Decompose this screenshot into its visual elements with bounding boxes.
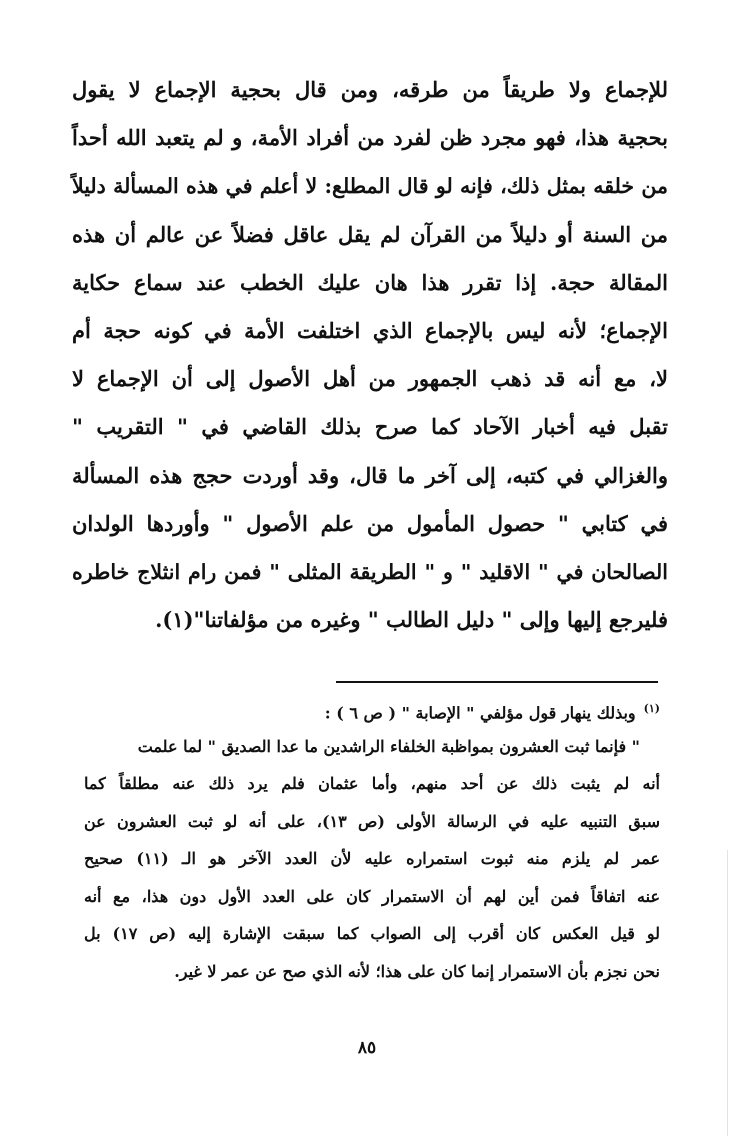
footnote-line: " فإنما ثبت العشرون بمواظبة الخلفاء الراشدين ما عدا الصديق " لما علمت <box>137 736 640 756</box>
footnote-separator <box>336 681 658 683</box>
main-text-line: بحجية هذا، فهو مجرد ظن لفرد من أفراد الأمة، و لم يتعبد الله أحداً <box>72 125 668 151</box>
scan-edge-divider <box>727 850 728 1136</box>
main-text-line: تقبل فيه أخبار الآحاد كما صرح بذلك القاضي في " التقريب " <box>72 414 668 440</box>
footnote-line: عنه اتفاقاً فمن أين لهم أن الاستمرار كان على العدد الأول دون هذا، مع أنه <box>84 886 660 906</box>
main-text-line: من خلقه بمثل ذلك، فإنه لو قال المطلع: لا أعلم في هذه المسألة دليلاً <box>72 174 668 199</box>
main-text-line: في كتابي " حصول المأمول من علم الأصول " وأوردها الولدان <box>72 510 668 536</box>
main-text-line: للإجماع ولا طريقاً من طرقه، ومن قال بحجية الإجماع لا يقول <box>72 77 668 102</box>
main-text <box>72 66 668 644</box>
main-text-line: من السنة أو دليلاً من القرآن لم يقل عاقل فضلاً عن عالم أن هذه <box>72 221 668 247</box>
footnote <box>84 690 660 990</box>
footnote-marker: (١) <box>643 702 660 715</box>
main-text-line: والغزالي في كتبه، إلى آخر ما قال، وقد أوردت حجج هذه المسألة <box>72 462 668 488</box>
main-text-line: الإجماع؛ لأنه ليس بالإجماع الذي اختلفت الأمة في كونه حجة أم <box>72 317 668 343</box>
footnote-line-text: وبذلك ينهار قول مؤلفي " الإصابة " ( ص ٦ ) : <box>324 703 636 723</box>
footnote-line: لو قيل العكس كان أقرب إلى الصواب كما سبقت الإشارة إليه (ص ١٧) بل <box>84 924 660 943</box>
main-text-line: الصالحان في " الاقليد " و " الطريقة المثلى " فمن رام انثلاج خاطره <box>72 559 668 584</box>
footnote-line: أنه لم يثبت ذلك عن أحد منهم، وأما عثمان فلم يرد ذلك عنه مطلقاً كما <box>84 774 661 793</box>
main-text-line: فليرجع إليها وإلى " دليل الطالب " وغيره من مؤلفاتنا"(١). <box>155 607 668 633</box>
footnote-line: سبق التنبيه عليه في الرسالة الأولى (ص ١٣)، على أنه لو ثبت العشرون عن <box>84 811 660 831</box>
footnote-line: عمر لم يلزم منه ثبوت استمراره عليه لأن العدد الآخر هو الـ (١١) صحيح <box>84 849 660 868</box>
main-text-line: لا، مع أنه قد ذهب الجمهور من أهل الأصول إلى أن الإجماع لا <box>72 366 668 392</box>
page-number: ٨٥ <box>357 1038 377 1058</box>
main-text-line: المقالة حجة. إذا تقرر هذا هان عليك الخطب عند سماع حكاية <box>72 269 668 295</box>
footnote-line <box>84 690 660 728</box>
footnote-line: نحن نجزم بأن الاستمرار إنما كان على هذا؛ لأنه الذي صح عن عمر لا غير. <box>174 961 660 981</box>
